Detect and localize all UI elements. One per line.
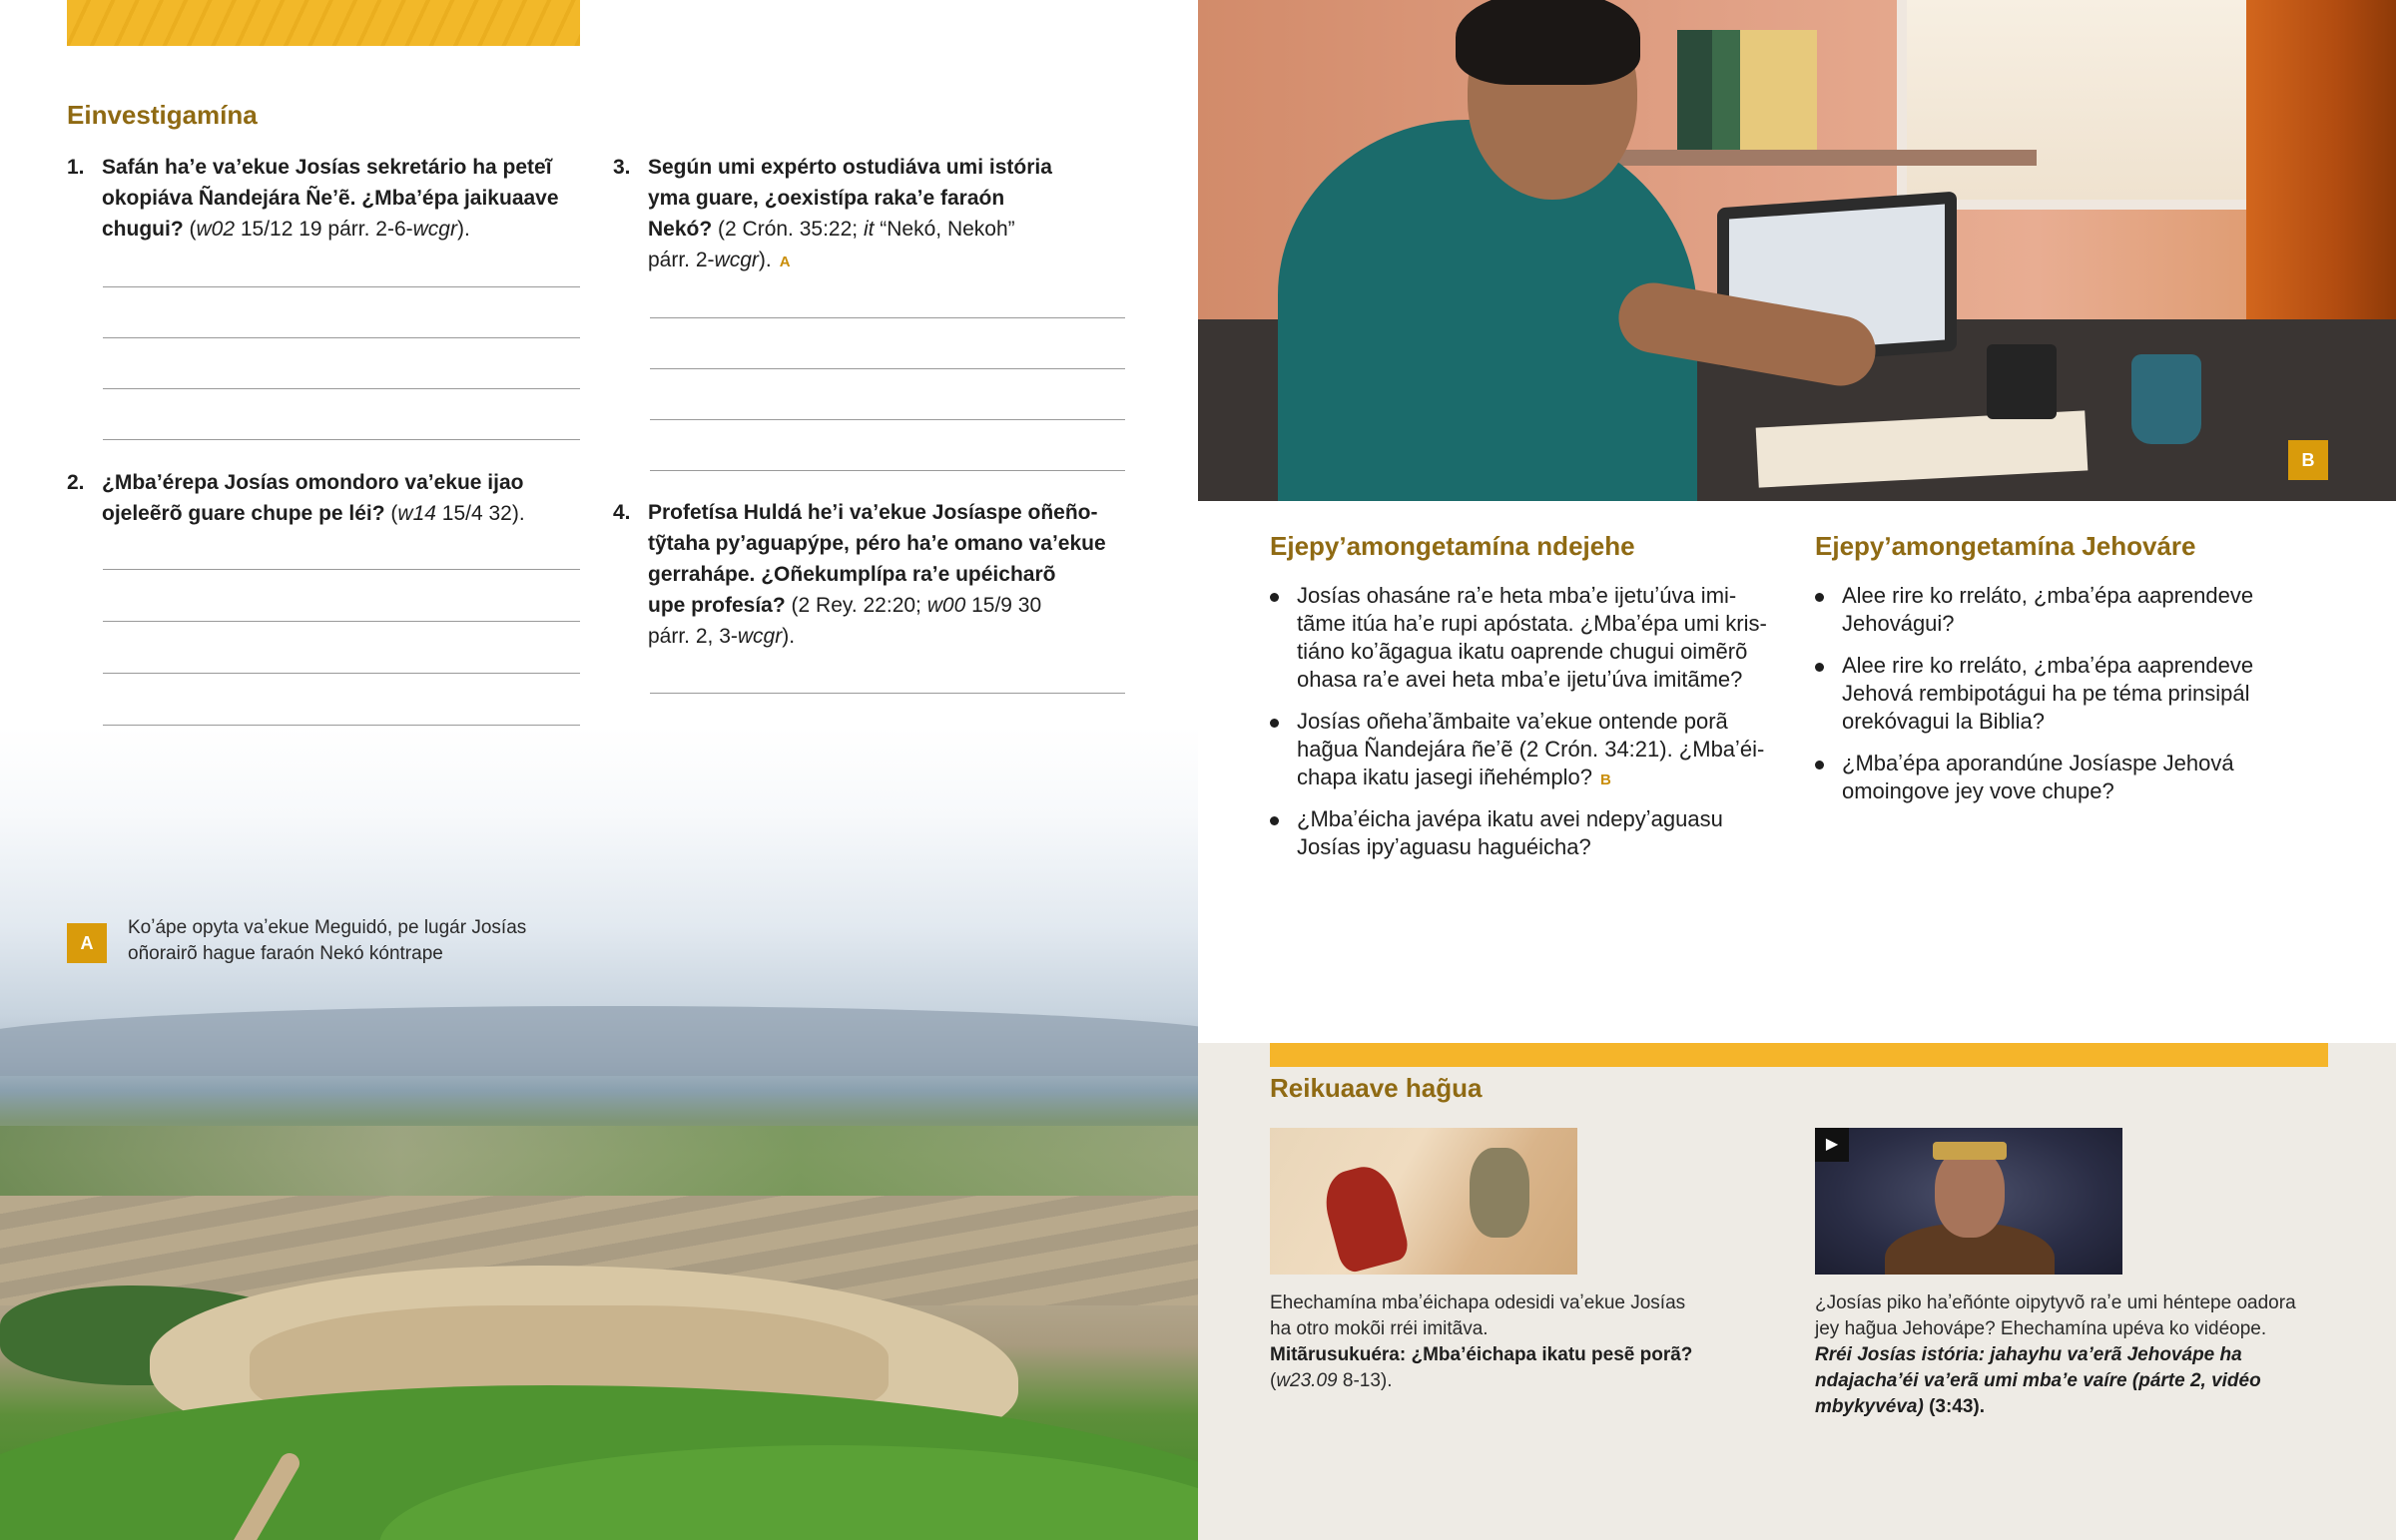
section-title-reflect-jehovah: Ejepyʼamongetamína Jehováre: [1815, 531, 2196, 561]
question-4: [613, 497, 1152, 662]
image-marker-a: A: [779, 254, 791, 270]
question-text: Profetísa Huldá heʼi vaʼekue Josíaspe oñeño- tỹtaha pyʼaguapýpe, péro haʼe omano vaʼekue gerrahápe. ¿Oñekumplípa raʼe upéicharõ upe profesía? (2 Rey. 22:20; w00 15/9 30 párr. 2, 3-wcgr).: [648, 501, 1106, 648]
answer-line[interactable]: [103, 569, 580, 570]
question-number: 1.: [67, 156, 85, 179]
section-title-reflect-self: Ejepyʼamongetamína ndejehe: [1270, 531, 1635, 561]
answer-line[interactable]: [650, 470, 1125, 471]
image-marker-b: B: [1599, 771, 1611, 788]
question-1: [67, 152, 586, 252]
section-title-investigate: Einvestigamína: [67, 100, 258, 130]
header-decoration-strip: [67, 0, 580, 46]
question-2: [67, 467, 586, 537]
question-number: 4.: [613, 501, 631, 524]
answer-line[interactable]: [103, 337, 580, 338]
play-icon[interactable]: ▶: [1815, 1128, 1849, 1162]
video-thumbnail[interactable]: [1815, 1128, 2122, 1275]
question-3: [613, 152, 1132, 281]
answer-line[interactable]: [103, 673, 580, 674]
reflect-self-list: Josías ohasáne raʼe heta mbaʼe ijetuʼúva imi- tãme itúa haʼe rupi apóstata. ¿Mbaʼépa umi kris- tiáno koʼãgagua ikatu oaprende chugui oimẽrõ ohasa raʼe avei heta mbaʼe ijetuʼúva imitãme? Josías oñehaʼãmbaite vaʼekue ontende porã hag̃ua Ñandejára ñeʼẽ (2 Crón. 34:21). ¿Mbaʼéi- chapa ikatu jasegi iñehémplo? B ¿Mbaʼéicha javépa ikatu avei ndepyʼaguasu Josías ipyʼaguasu haguéicha?: [1270, 582, 1789, 871]
answer-line[interactable]: [650, 368, 1125, 369]
reflect-jehovah-list: Alee rire ko rreláto, ¿mbaʼépa aaprendeve Jehovágui? Alee rire ko rreláto, ¿mbaʼépa aaprendeve Jehová rembipotágui ha pe téma prinsipál orekóvagui la Biblia? ¿Mbaʼépa aporandúne Josíaspe Jehová omoingove jey vove chupe?: [1815, 582, 2334, 821]
answer-line[interactable]: [103, 725, 580, 726]
question-text: Safán haʼe vaʼekue Josías sekretário ha peteĩ okopiáva Ñandejára Ñeʼẽ. ¿Mbaʼépa jaikuaave chugui? (w02 15/12 19 párr. 2-6-wcgr).: [102, 156, 559, 241]
article-link[interactable]: Mitãrusukuéra: ¿Mbaʼéichapa ikatu pesẽ porã?: [1270, 1344, 1693, 1365]
answer-line[interactable]: [103, 439, 580, 440]
answer-line[interactable]: [650, 317, 1125, 318]
question-number: 2.: [67, 471, 85, 494]
photo-badge-a: A: [67, 923, 107, 963]
video-description: ¿Josías piko haʼeñónte oipytyvõ raʼe umi héntepe oadora jey hag̃ua Jehovápe? Ehechamína upéva ko vidéope. Rréi Josías istória: jahayhu vaʼerã Jehovápe ha ndajachaʼéi vaʼerã umi mbaʼe vaíre (párte 2, vidéo mbykyvéva) (3:43).: [1815, 1290, 2374, 1420]
answer-line[interactable]: [650, 419, 1125, 420]
answer-line[interactable]: [103, 388, 580, 389]
article-description: Ehechamína mbaʼéichapa odesidi vaʼekue Josías ha otro mokõi rréi imitãva. Mitãrusukuéra: ¿Mbaʼéichapa ikatu pesẽ porã? (w23.09 8-13).: [1270, 1292, 1693, 1391]
photo-badge-b: B: [2288, 440, 2328, 480]
question-text: ¿Mbaʼérepa Josías omondoro vaʼekue ijao ojeleẽrõ guare chupe pe léi? (w14 15/4 32).: [102, 471, 525, 525]
answer-line[interactable]: [103, 286, 580, 287]
megiddo-landscape-photo: [0, 727, 1198, 1540]
question-text: Según umi expérto ostudiáva umi istória yma guare, ¿oexistípa rakaʼe faraón Nekó? (2 Crón. 35:22; it “Nekó, Nekoh” párr. 2-wcgr). A: [648, 152, 1052, 277]
answer-line[interactable]: [103, 621, 580, 622]
article-thumbnail[interactable]: [1270, 1128, 1577, 1275]
photo-caption: Koʼápe opyta vaʼekue Meguidó, pe lugár Josías oñorairõ hague faraón Nekó kóntrape: [128, 917, 527, 964]
question-number: 3.: [613, 156, 631, 179]
video-link[interactable]: Rréi Josías istória: jahayhu vaʼerã Jehovápe ha ndajachaʼéi vaʼerã umi mbaʼe vaíre (párte 2, vidéo mbykyvéva) (3:43).: [1815, 1344, 2261, 1417]
study-desk-photo: [1198, 0, 2396, 501]
learn-more-accent-bar: [1270, 1043, 2328, 1067]
section-title-learn-more: Reikuaave hag̃ua: [1270, 1073, 1483, 1103]
answer-line[interactable]: [650, 693, 1125, 694]
